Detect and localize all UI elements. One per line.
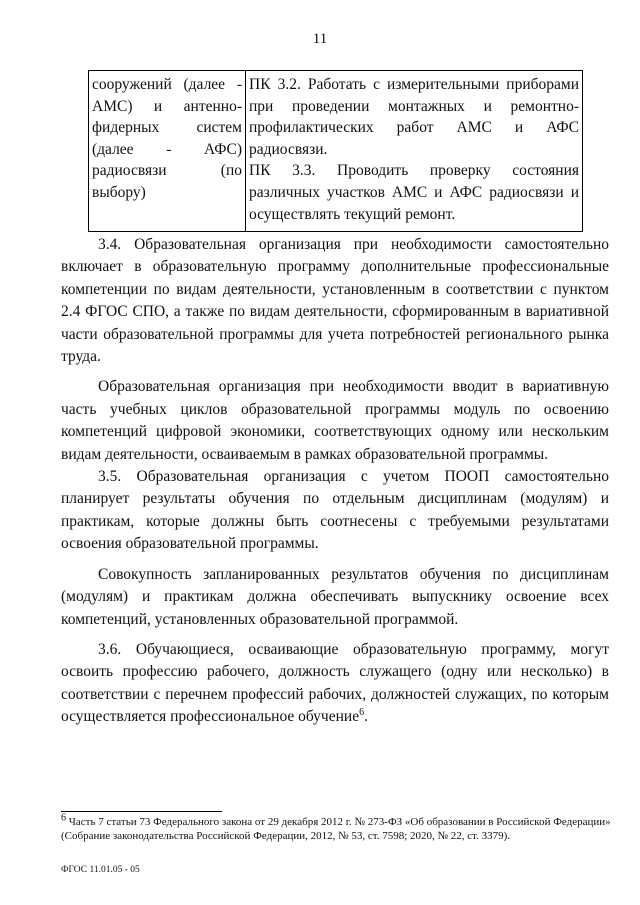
- footnote: [61, 812, 617, 843]
- paragraph-3-4: 3.4. Образовательная организация при необходимости самостоятельно включает в образовательную программу дополнительные профессиональные компетенции по видам деятельности, установленным в соответствии с пунктом 2.4 ФГОС СПО, а также по видам деятельности, сформированным в вариативной части образовательной программы для учета потребностей регионального рынка труда.: [61, 236, 609, 366]
- competencies-table: [88, 70, 583, 232]
- paragraph-learning-results: Совокупность запланированных результатов обучения по дисциплинам (модулям) и практикам должна обеспечивать выпускнику освоение всех компетенций, установленных образовательной программой.: [61, 565, 609, 628]
- footnote-marker: 6: [61, 812, 66, 824]
- table-row: [89, 71, 583, 232]
- paragraph-3-5: 3.5. Образовательная организация с учетом ПООП самостоятельно планирует результаты обучения по отдельным дисциплинам (модулям) и практикам, которые должны быть соотнесены с требуемыми результатами освоения образовательной программы.: [61, 468, 609, 553]
- competency-pk-3-3: ПК 3.3. Проводить проверку состояния различных участков АМС и АФС радиосвязи и осуществлять текущий ремонт.: [249, 162, 579, 223]
- document-code: ФГОС 11.01.05 - 05: [61, 865, 140, 875]
- paragraph-3-6: 3.6. Обучающиеся, осваивающие образовательную программу, могут освоить профессию рабочего, должность служащего (одну или несколько) в соответствии с перечнем профессий рабочих, должностей служащих, по которым осуществляется профессиональное обучение$^6$.: [61, 640, 609, 726]
- footnote-text: Часть 7 статьи 73 Федерального закона от 29 декабря 2012 г. № 273-ФЗ «Об образовании в Российской Федерации» (Собрание законодательства Российской Федерации, 2012, № 53, ст. 7598; 2020, № 22, ст. 3379).: [61, 816, 611, 842]
- activity-type-cell: сооружений (далее - АМС) и антенно-фидерных систем (далее - АФС) радиосвязи (по выбору): [89, 71, 246, 232]
- page-number: 11: [312, 31, 328, 47]
- competency-pk-3-2: ПК 3.2. Работать с измерительными приборами при проведении монтажных и ремонтно-профилактических работ АМС и АФС радиосвязи.: [249, 76, 579, 158]
- footnote-reference[interactable]: 6: [359, 706, 365, 718]
- competencies-cell: [246, 71, 583, 232]
- body-text: [61, 234, 609, 729]
- footnote-divider: [61, 811, 222, 812]
- paragraph-3-6-text: 3.6. Обучающиеся, осваивающие образовательную программу, могут освоить профессию рабочего, должность служащего (одну или несколько) в соответствии с перечнем профессий рабочих, должностей служащих, по которым осуществляется профессиональное обучение: [61, 640, 609, 726]
- paragraph-digital-economy: Образовательная организация при необходимости вводит в вариативную часть учебных циклов образовательной программы модуль по освоению компетенций цифровой экономики, соответствующих одному или нескольким видам деятельности, осваиваемым в рамках образовательной программы.: [61, 378, 609, 463]
